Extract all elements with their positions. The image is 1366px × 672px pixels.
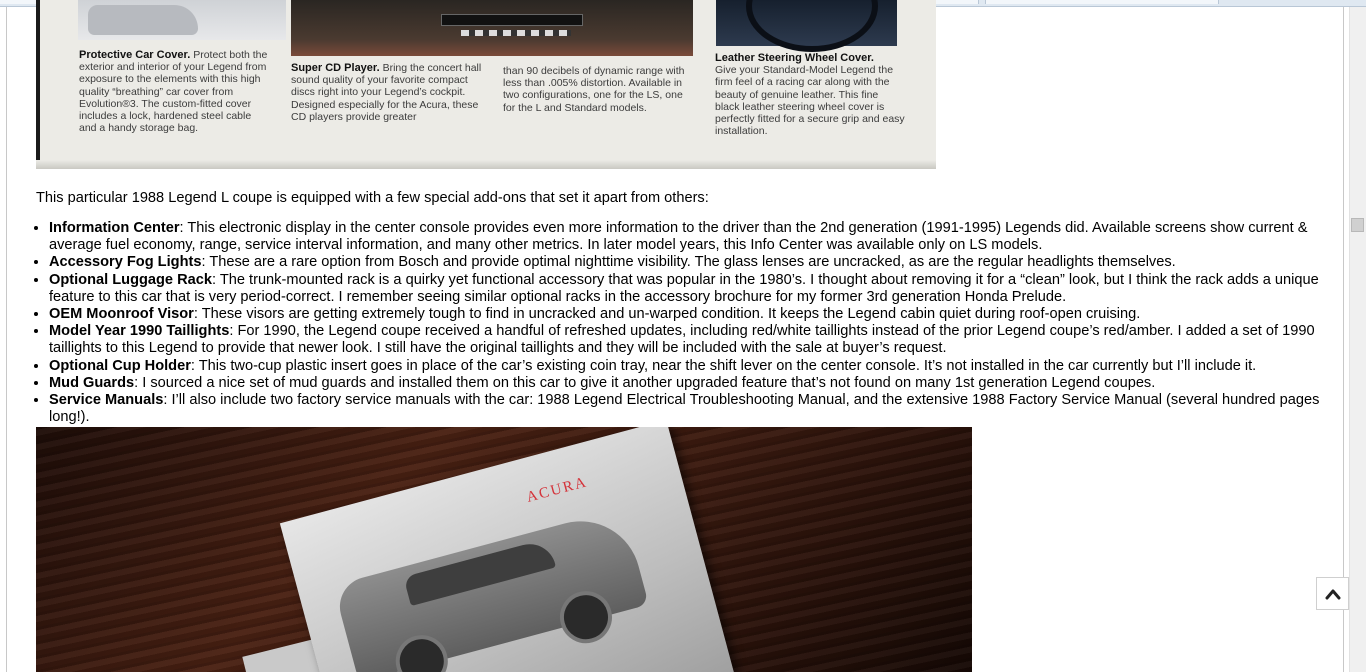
steering-wheel-photo — [716, 0, 897, 46]
list-item — [49, 306, 1339, 323]
feature-name: Mud Guards — [49, 374, 135, 391]
car-cover-title: Protective Car Cover. — [79, 49, 191, 61]
acura-logo-text: ACURA — [524, 474, 590, 506]
list-item — [49, 323, 1339, 357]
feature-list — [20, 220, 1339, 426]
feature-description: : The trunk-mounted rack is a quirky yet functional accessory that was popular in the 1980’s. I thought about removing it for a “clean” look, but I think the rack adds a unique feature to this car that is very period-correct. I remember seeing similar optional racks in the accessory brochure for my former 3rd generation Honda Prelude. — [49, 271, 1319, 305]
vertical-scrollbar[interactable] — [1349, 7, 1366, 672]
list-item — [49, 392, 1339, 426]
feature-description: : I sourced a nice set of mud guards and installed them on this car to give it another upgraded feature that’s not found on many 1st generation Legend coupes. — [134, 374, 1156, 391]
feature-description: : This two-cup plastic insert goes in place of the car’s existing coin tray, near the shift lever on the center console. It’s not installed in the car currently but I’ll include it. — [190, 357, 1257, 374]
chevron-up-icon — [1325, 588, 1341, 600]
feature-name: OEM Moonroof Visor — [49, 306, 194, 323]
list-item — [49, 254, 1339, 271]
list-item — [49, 358, 1339, 375]
list-item — [49, 375, 1339, 392]
feature-name: Optional Luggage Rack — [49, 271, 212, 288]
car-cover-caption — [79, 49, 269, 134]
cd-player-title: Super CD Player. — [291, 62, 380, 74]
steering-cover-caption — [715, 52, 905, 137]
service-manual-photo — [36, 427, 972, 672]
car-cover-photo — [78, 0, 286, 40]
content-right-border — [1343, 7, 1344, 672]
cd-player-body-col1: Bring the concert hall sound quality of your favorite compact discs right into your Legend’s cockpit. Designed especially for the Acura, these CD players provide greater — [291, 62, 482, 123]
feature-name: Information Center — [49, 220, 180, 236]
feature-name: Model Year 1990 Taillights — [49, 323, 230, 340]
cd-player-caption-col2 — [503, 65, 695, 114]
browser-tab[interactable] — [985, 0, 1219, 4]
accessory-brochure-image — [36, 0, 936, 169]
cd-player-caption — [291, 62, 487, 123]
cd-player-photo — [291, 0, 693, 56]
car-cover-body: Protect both the exterior and interior of your Legend from exposure to the elements with this high quality “breathing” car cover from Evolution®3. The custom-fitted cover includes a lock, hardened steel cable and a handy storage bag. — [79, 49, 268, 135]
feature-description: : For 1990, the Legend coupe received a handful of refreshed updates, including red/white taillights instead of the prior Legend coupe’s red/amber. I added a set of 1990 taillights to this Legend to provide that newer look. I still have the original taillights and they will be included with the sale at buyer’s request. — [49, 323, 1315, 357]
list-item — [49, 272, 1339, 306]
scan-bottom-shadow — [36, 160, 936, 169]
steering-cover-title: Leather Steering Wheel Cover. — [715, 52, 874, 64]
feature-description: : These are a rare option from Bosch and provide optimal nighttime visibility. The glass lenses are uncracked, as are the regular headlights themselves. — [201, 254, 1176, 271]
feature-description: : These visors are getting extremely tough to find in uncracked and un-warped condition. It keeps the Legend cabin quiet during roof-open cruising. — [193, 306, 1141, 323]
content-left-border — [6, 7, 7, 672]
intro-paragraph: This particular 1988 Legend L coupe is equipped with a few special add-ons that set it apart from others: — [36, 190, 709, 206]
scrollbar-thumb[interactable] — [1351, 218, 1364, 232]
feature-name: Service Manuals — [49, 392, 164, 409]
list-item — [49, 220, 1339, 254]
cd-player-body-col2: than 90 decibels of dynamic range with less than .005% distortion. Available in two configurations, one for the LS, one for the L and Standard models. — [503, 65, 685, 114]
feature-name: Accessory Fog Lights — [49, 254, 202, 271]
scroll-to-top-button[interactable] — [1316, 577, 1349, 610]
feature-name: Optional Cup Holder — [49, 357, 191, 374]
scan-edge — [36, 0, 40, 169]
steering-cover-body: Give your Standard-Model Legend the firm feel of a racing car along with the beauty of genuine leather. This fine black leather steering wheel cover is perfectly fitted for a secure grip and easy installation. — [715, 64, 905, 138]
feature-description: : I’ll also include two factory service manuals with the car: 1988 Legend Electrical Troubleshooting Manual, and the extensive 1988 Factory Service Manual (several hundred pages long!). — [49, 392, 1320, 426]
feature-description: : This electronic display in the center console provides even more information to the driver than the 2nd generation (1991-1995) Legends did. Available screens show current & average fuel economy, range, service interval information, and many other metrics. In later model years, this Info Center was available only on LS models. — [49, 220, 1308, 254]
